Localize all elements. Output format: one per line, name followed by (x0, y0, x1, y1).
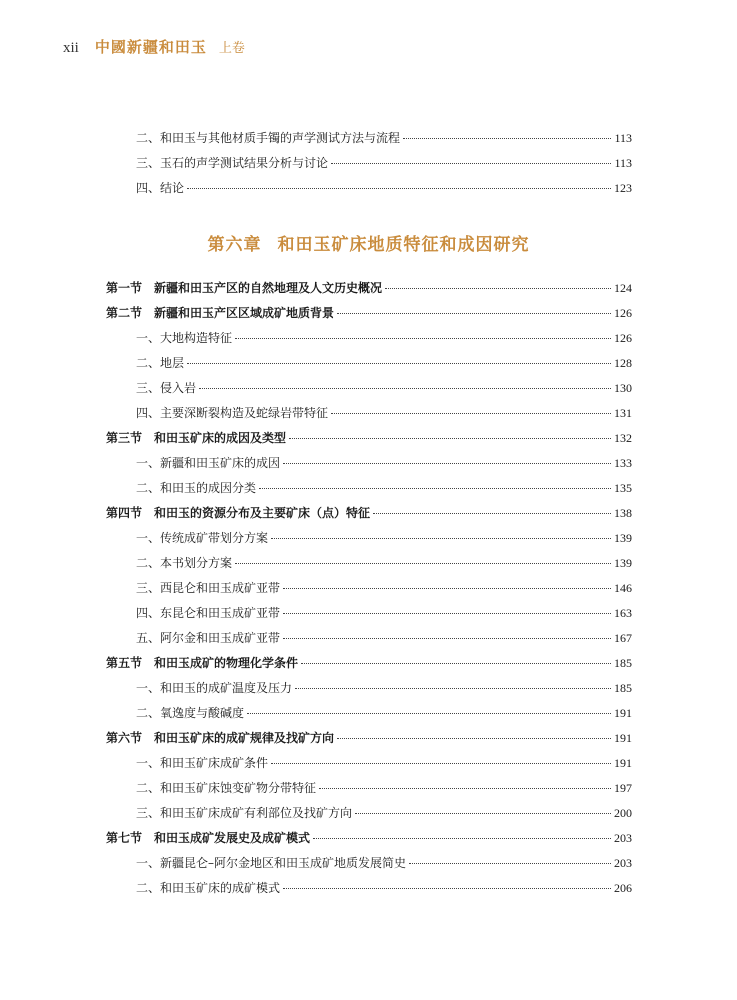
toc-entry-page: 139 (614, 531, 632, 545)
toc-section[interactable] (106, 280, 632, 296)
dot-leader (289, 438, 611, 439)
toc-entry-page: 167 (614, 631, 632, 645)
toc-entry-title: 二、和田玉矿床蚀变矿物分带特征 (136, 781, 317, 795)
dot-leader (247, 713, 611, 714)
page-header (63, 36, 245, 57)
section-label: 第三节 (106, 431, 143, 445)
section-label: 第二节 (106, 306, 143, 320)
dot-leader (259, 488, 611, 489)
chapter-title: 和田玉矿床地质特征和成因研究 (277, 235, 530, 255)
toc-entry[interactable] (136, 380, 632, 396)
toc-entry-title: 四、主要深断裂构造及蛇绿岩带特征 (136, 406, 329, 420)
toc-entry-title: 三、和田玉矿床成矿有利部位及找矿方向 (136, 806, 353, 820)
toc-entry[interactable] (136, 580, 632, 596)
toc-section[interactable] (106, 430, 632, 446)
toc-entry-title: 一、新疆昆仑–阿尔金地区和田玉成矿地质发展简史 (136, 856, 407, 870)
section-label: 第一节 (106, 281, 143, 295)
dot-leader (271, 538, 611, 539)
toc-entry[interactable] (136, 555, 632, 571)
toc-entry-title: 一、传统成矿带划分方案 (136, 531, 269, 545)
dot-leader (283, 463, 611, 464)
toc-entry-page: 113 (614, 131, 632, 145)
toc-section[interactable] (106, 655, 632, 671)
toc-entry[interactable] (136, 330, 632, 346)
toc-entry-page: 146 (614, 581, 632, 595)
toc-entry-title: 二、和田玉矿床的成矿模式 (136, 881, 281, 895)
section-page: 132 (614, 431, 632, 445)
dot-leader (403, 138, 611, 139)
volume-label: 上卷 (218, 41, 245, 56)
dot-leader (283, 588, 611, 589)
section-title: 新疆和田玉产区的自然地理及人文历史概况 (154, 281, 383, 295)
toc-entry-title: 三、玉石的声学测试结果分析与讨论 (136, 156, 329, 170)
toc-entry-page: 135 (614, 481, 632, 495)
dot-leader (301, 663, 611, 664)
section-page: 126 (614, 306, 632, 320)
section-page: 203 (614, 831, 632, 845)
toc-entry[interactable] (136, 530, 632, 546)
section-title: 和田玉成矿的物理化学条件 (154, 656, 299, 670)
section-page: 138 (614, 506, 632, 520)
dot-leader (295, 688, 611, 689)
toc-entry[interactable] (136, 605, 632, 621)
toc-entry-page: 128 (614, 356, 632, 370)
dot-leader (187, 363, 611, 364)
toc-entry-page: 191 (614, 756, 632, 770)
toc-entry-page: 123 (614, 181, 632, 195)
toc-entry-title: 二、本书划分方案 (136, 556, 233, 570)
toc-entry[interactable] (136, 130, 632, 146)
toc-section[interactable] (106, 305, 632, 321)
chapter-label: 第六章 (207, 235, 262, 255)
toc-entry-title: 四、东昆仑和田玉成矿亚带 (136, 606, 281, 620)
toc-entry-title: 二、和田玉与其他材质手镯的声学测试方法与流程 (136, 131, 401, 145)
dot-leader (235, 338, 611, 339)
dot-leader (199, 388, 611, 389)
toc-entry-page: 113 (614, 156, 632, 170)
section-title: 和田玉成矿发展史及成矿模式 (154, 831, 311, 845)
toc-entry[interactable] (136, 705, 632, 721)
dot-leader (385, 288, 611, 289)
section-label: 第七节 (106, 831, 143, 845)
toc-entry-title: 四、结论 (136, 181, 185, 195)
toc-section[interactable] (106, 830, 632, 846)
toc-entry-title: 一、大地构造特征 (136, 331, 233, 345)
toc-entry-title: 二、地层 (136, 356, 185, 370)
section-title: 和田玉的资源分布及主要矿床（点）特征 (154, 506, 371, 520)
toc-entry-page: 131 (614, 406, 632, 420)
dot-leader (331, 163, 611, 164)
chapter-heading[interactable] (0, 230, 737, 255)
toc-entry-title: 二、氧逸度与酸碱度 (136, 706, 245, 720)
toc-entry-page: 197 (614, 781, 632, 795)
toc-entry-page: 185 (614, 681, 632, 695)
dot-leader (337, 313, 611, 314)
dot-leader (319, 788, 611, 789)
section-page: 191 (614, 731, 632, 745)
section-title: 和田玉矿床的成矿规律及找矿方向 (154, 731, 335, 745)
dot-leader (283, 638, 611, 639)
toc-entry-page: 163 (614, 606, 632, 620)
section-label: 第六节 (106, 731, 143, 745)
toc-section[interactable] (106, 730, 632, 746)
toc-entry[interactable] (136, 630, 632, 646)
toc-entry[interactable] (136, 780, 632, 796)
section-title: 和田玉矿床的成因及类型 (154, 431, 287, 445)
section-page: 185 (614, 656, 632, 670)
book-title: 中國新疆和田玉 (94, 38, 207, 56)
dot-leader (337, 738, 611, 739)
dot-leader (373, 513, 611, 514)
toc-entry-page: 126 (614, 331, 632, 345)
dot-leader (409, 863, 611, 864)
toc-entry-title: 五、阿尔金和田玉成矿亚带 (136, 631, 281, 645)
toc-entry[interactable] (136, 755, 632, 771)
section-title: 新疆和田玉产区区域成矿地质背景 (154, 306, 335, 320)
dot-leader (235, 563, 611, 564)
toc-entry-title: 一、和田玉的成矿温度及压力 (136, 681, 293, 695)
toc-entry[interactable] (136, 155, 632, 171)
toc-entry[interactable] (136, 405, 632, 421)
toc-entry-page: 206 (614, 881, 632, 895)
toc-entry-page: 130 (614, 381, 632, 395)
toc-entry[interactable] (136, 180, 632, 196)
dot-leader (283, 613, 611, 614)
dot-leader (187, 188, 611, 189)
toc-entry[interactable] (136, 855, 632, 871)
toc-entry[interactable] (136, 805, 632, 821)
dot-leader (283, 888, 611, 889)
toc-entry[interactable] (136, 455, 632, 471)
toc-entry[interactable] (136, 880, 632, 896)
section-label: 第四节 (106, 506, 143, 520)
toc-entry[interactable] (136, 480, 632, 496)
toc-entry-title: 三、侵入岩 (136, 381, 197, 395)
toc-entry[interactable] (136, 355, 632, 371)
toc-entry-title: 二、和田玉的成因分类 (136, 481, 257, 495)
toc-entry-title: 一、和田玉矿床成矿条件 (136, 756, 269, 770)
section-page: 124 (614, 281, 632, 295)
dot-leader (331, 413, 611, 414)
toc-entry-page: 139 (614, 556, 632, 570)
dot-leader (271, 763, 611, 764)
toc-entry-page: 203 (614, 856, 632, 870)
section-label: 第五节 (106, 656, 143, 670)
toc-entry-page: 191 (614, 706, 632, 720)
page-number: xii (63, 40, 79, 56)
toc-entry-title: 一、新疆和田玉矿床的成因 (136, 456, 281, 470)
dot-leader (313, 838, 611, 839)
dot-leader (355, 813, 611, 814)
toc-entry-page: 200 (614, 806, 632, 820)
toc-entry[interactable] (136, 680, 632, 696)
toc-entry-title: 三、西昆仑和田玉成矿亚带 (136, 581, 281, 595)
toc-section[interactable] (106, 505, 632, 521)
toc-entry-page: 133 (614, 456, 632, 470)
